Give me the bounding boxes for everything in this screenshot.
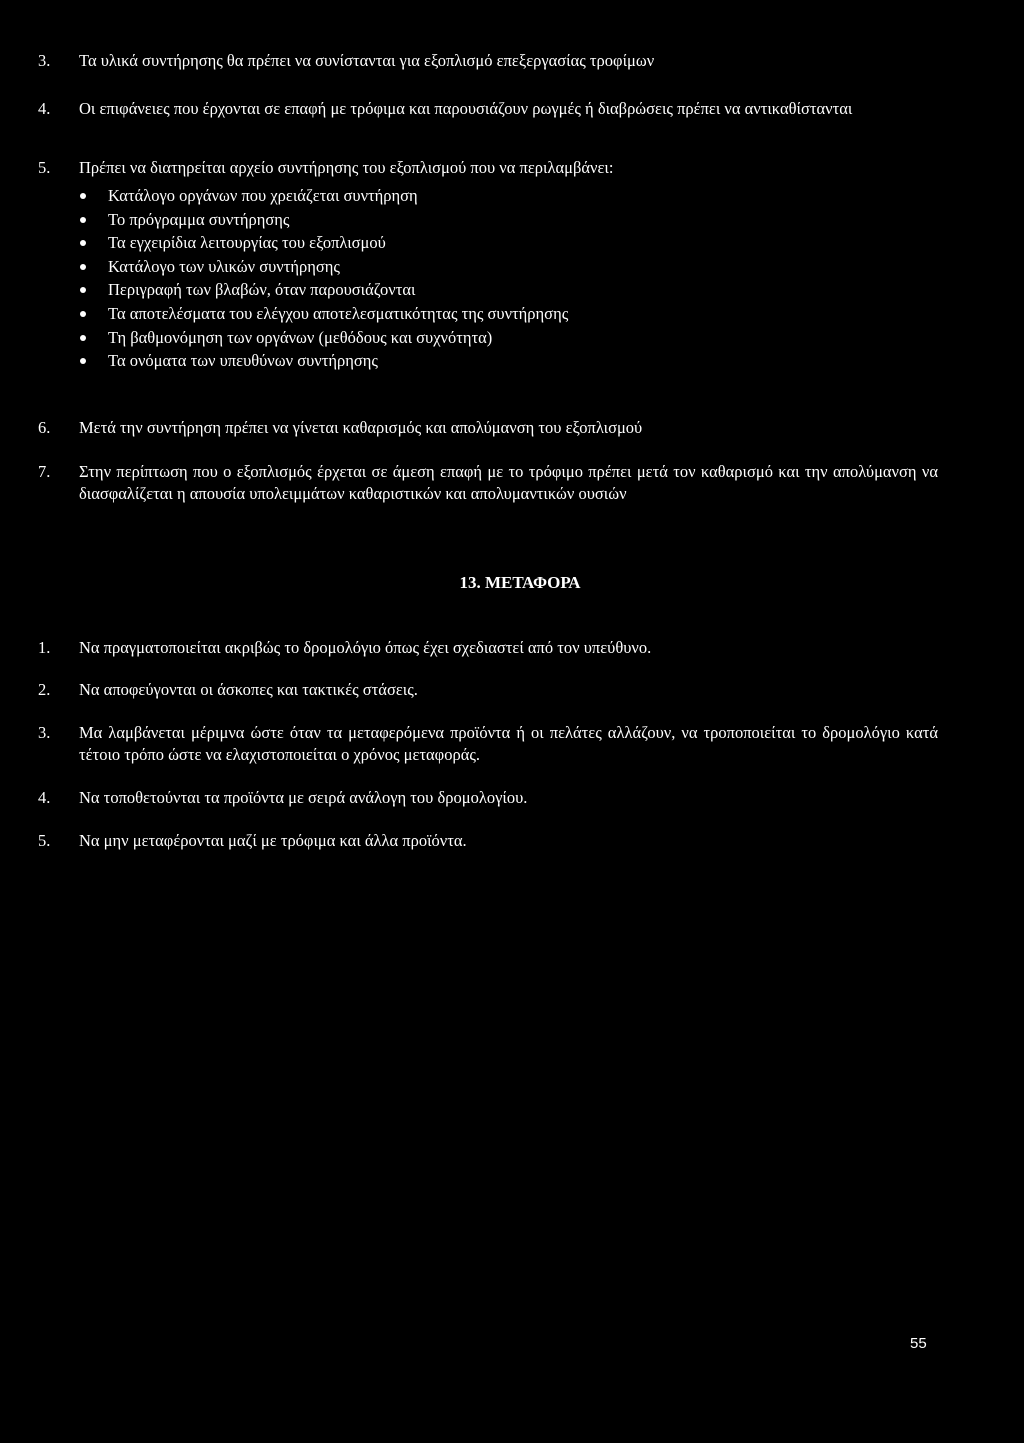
item-number: 1.: [38, 638, 51, 657]
bullet-text: Κατάλογο των υλικών συντήρησης: [108, 256, 340, 276]
item-number: 4.: [38, 99, 51, 118]
list-item-3: [38, 50, 938, 72]
list-item-6: [38, 417, 938, 439]
maintenance-record-bullet-list: [78, 184, 778, 373]
item-text: Να αποφεύγονται οι άσκοπες και τακτικές στάσεις.: [79, 680, 418, 699]
item-text: Να μην μεταφέρονται μαζί με τρόφιμα και άλλα προϊόντα.: [79, 831, 467, 850]
bullet-item: [78, 231, 778, 255]
bullet-icon: [80, 311, 86, 317]
transport-item-3: [38, 722, 938, 766]
item-number: 6.: [38, 418, 51, 437]
bullet-text: Κατάλογο οργάνων που χρειάζεται συντήρηση: [108, 186, 418, 205]
item-text: Πρέπει να διατηρείται αρχείο συντήρησης του εξοπλισμού που να περιλαμβάνει:: [79, 158, 614, 177]
bullet-text: Τα εγχειρίδια λειτουργίας του εξοπλισμού: [108, 233, 386, 253]
bullet-item: [78, 326, 778, 350]
transport-item-2: [38, 679, 938, 701]
list-item-7: [38, 461, 938, 505]
bullet-item: [78, 184, 778, 208]
page-number: 55: [910, 1335, 927, 1352]
item-text: Τα υλικά συντήρησης θα πρέπει να συνίστανται για εξοπλισμό επεξεργασίας τροφίμων: [79, 51, 655, 70]
item-number: 3.: [38, 723, 51, 742]
bullet-text: Περιγραφή των βλαβών, όταν παρουσιάζονται: [108, 280, 416, 300]
item-text: Μετά την συντήρηση πρέπει να γίνεται καθαρισμός και απολύμανση του εξοπλισμού: [79, 418, 643, 437]
list-item-4: [38, 98, 938, 120]
section-heading: 13. ΜΕΤΑΦΟΡΑ: [459, 573, 581, 592]
bullet-text: Το πρόγραμμα συντήρησης: [108, 209, 290, 229]
item-text: Να τοποθετούνται τα προϊόντα με σειρά ανάλογη του δρομολογίου.: [79, 788, 528, 807]
item-number: 4.: [38, 788, 51, 807]
bullet-icon: [80, 193, 86, 199]
item-text: Μα λαμβάνεται μέριμνα ώστε όταν τα μεταφερόμενα προϊόντα ή οι πελάτες αλλάζουν, να τροποποιείται το δρομολόγιο κατά τέτοιο τρόπο ώστε να ελαχιστοποιείται ο χρόνος μεταφοράς.: [79, 723, 938, 764]
bullet-item: [78, 255, 778, 279]
transport-item-5: [38, 830, 938, 852]
bullet-icon: [80, 240, 86, 246]
item-number: 5.: [38, 831, 51, 850]
list-item-5: [38, 157, 938, 179]
bullet-item: [78, 208, 778, 232]
bullet-text: Τη βαθμονόμηση των οργάνων (μεθόδους και συχνότητα): [108, 327, 493, 347]
bullet-item: [78, 302, 778, 326]
bullet-icon: [80, 287, 86, 293]
bullet-icon: [80, 217, 86, 223]
item-number: 2.: [38, 680, 51, 699]
item-number: 7.: [38, 462, 51, 481]
item-number: 5.: [38, 158, 51, 177]
item-text: Να πραγματοποιείται ακριβώς το δρομολόγιο όπως έχει σχεδιαστεί από τον υπεύθυνο.: [79, 638, 652, 657]
bullet-text: Τα αποτελέσματα του ελέγχου αποτελεσματικότητας της συντήρησης: [108, 303, 569, 323]
bullet-text: Τα ονόματα των υπευθύνων συντήρησης: [108, 351, 378, 371]
transport-item-1: [38, 637, 938, 659]
transport-item-4: [38, 787, 938, 809]
bullet-icon: [80, 335, 86, 341]
bullet-icon: [80, 264, 86, 270]
item-number: 3.: [38, 51, 51, 70]
bullet-item: [78, 278, 778, 302]
item-text: Οι επιφάνειες που έρχονται σε επαφή με τρόφιμα και παρουσιάζουν ρωγμές ή διαβρώσεις πρέπει να αντικαθίστανται: [79, 99, 853, 118]
item-text: Στην περίπτωση που ο εξοπλισμός έρχεται σε άμεση επαφή με το τρόφιμο πρέπει μετά τον καθαρισμό και την απολύμανση να διασφαλίζεται η απουσία υπολειμμάτων καθαριστικών και απολυμαντικών ουσιών: [79, 462, 938, 503]
bullet-icon: [80, 358, 86, 364]
bullet-item: [78, 349, 778, 373]
